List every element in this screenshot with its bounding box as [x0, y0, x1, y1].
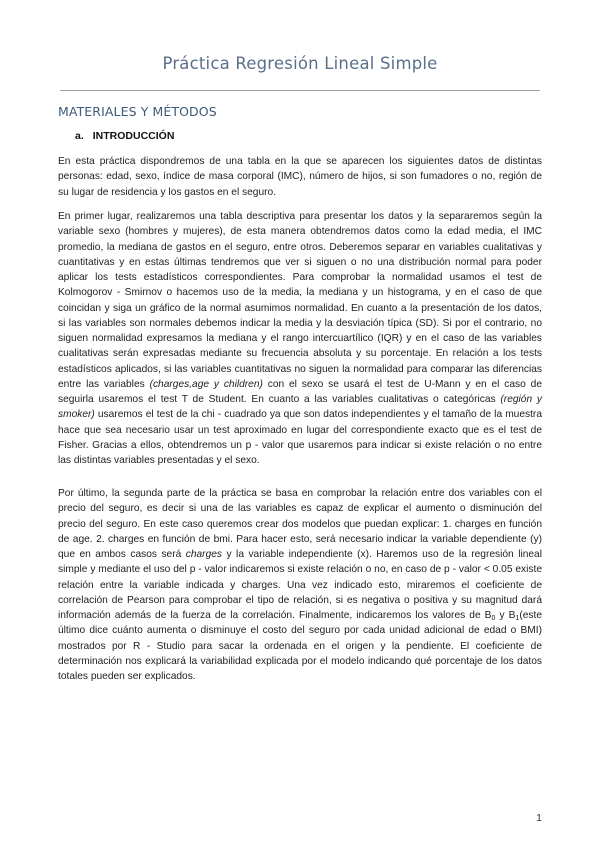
section-heading: MATERIALES Y MÉTODOS	[58, 104, 217, 119]
subscript-b0: 0	[491, 615, 496, 622]
paragraph-regression-text-1: Por último, la segunda parte de la práctica se basa en comprobar la relación entre dos variables con el precio del seguro, es decir si una de las variables es capaz de explicar el aumento o disminución del precio del seguro. En este caso queremos crear dos modelos que puedan explicar: 1. charges en función de age. 2. charges en función de bmi. Para hacer esto, será necesario indicar la variable dependiente (y) que en ambos casos será	[58, 488, 542, 560]
subsection-label: INTRODUCCIÓN	[92, 130, 175, 142]
paragraph-regression-italic-1: charges	[185, 549, 222, 560]
paragraph-regression	[58, 486, 542, 684]
paragraph-regression-text-3: y B	[495, 610, 516, 621]
paragraph-methods	[58, 209, 542, 468]
document-title: Práctica Regresión Lineal Simple	[162, 54, 438, 73]
paragraph-regression-text-4: (este último dice cuánto aumenta o disminuye el costo del seguro por cada unidad adicional de edad o BMI) mostrados por R - Studio para sacar la ordenada en el origen y la pendiente. El coeficiente de determinación nos explicará la variabilidad explicada por el modelo indicando qué porcentaje de los datos totales pueden ser explicados.	[58, 610, 542, 682]
paragraph-regression-text-2: y la variable independiente (x). Haremos uso de la regresión lineal simple y mediante el uso del p - valor indicaremos si existe relación o no, en caso de p - valor < 0.05 existe relación entre la variable indicada y charges. Una vez indicado esto, miraremos el coeficiente de correlación de Pearson para comprobar el tipo de relación, si es negativa o positiva y su magnitud dará información además de la fuerza de la correlación. Finalmente, indicaremos los valores de B	[58, 549, 542, 621]
paragraph-methods-text-3: usaremos el test de la chi - cuadrado ya que son datos independientes y el tamaño de la muestra hace que sea necesario usar un test aproximado en lugar del correspondiente exacto que es el test de Fisher. Gracias a ellos, obtendremos un p - valor que usaremos para indicar si existe relación o no entre las distintas variables presentadas y el sexo.	[58, 409, 542, 466]
title-divider	[60, 90, 540, 91]
subsection-heading	[75, 130, 174, 142]
page-number: 1	[536, 812, 542, 824]
paragraph-methods-text-2: con el sexo se usará el test de U-Mann y en el caso de seguirla usaremos el test T de Student. En cuanto a las variables cualitativas o categóricas	[58, 378, 542, 405]
paragraph-methods-italic-2: (región y smoker)	[58, 394, 543, 421]
paragraph-methods-text-1: En primer lugar, realizaremos una tabla descriptiva para presentar los datos y la separaremos según la variable sexo (hombres y mujeres), de esta manera obtendremos datos como la edad media, el IMC promedio, la mediana de gastos en el seguro, entre otros. Deberemos separar en variables cualitativas y cuantitativas y en estas últimas tendremos que ver si siguen o no una distribución normal para poder aplicar los tests estadísticos correspondientes. Para comprobar la normalidad usamos el test de Kolmogorov - Smirnov o hacemos uso de la media, la mediana y un histograma, y en el caso de que coincidan y siga un gráfico de la normal asumimos normalidad. En cuanto a la presentación de los datos, si las variables son normales debemos indicar la media y la desviación típica (SD). Si por el contrario, no siguen normalidad expresamos la mediana y el rango intercuartílico (IQR) y en el caso de las variables cualitativas serán expresadas mediante su frecuencia absoluta y su porcentaje. En relación a los tests estadísticos aplicados, si las variables cuantitativas no siguen la normalidad para comparar las diferencias entre las variables	[58, 211, 542, 390]
subsection-marker: a.	[75, 130, 84, 142]
subscript-b1: 1	[515, 615, 520, 622]
paragraph-intro: En esta práctica dispondremos de una tabla en la que se aparecen los siguientes datos de distintas personas: edad, sexo, índice de masa corporal (IMC), número de hijos, si son fumadores o no, región de su lugar de residencia y los gastos en el seguro.	[58, 156, 542, 198]
paragraph-methods-italic-1: (charges,age y children)	[149, 378, 263, 390]
